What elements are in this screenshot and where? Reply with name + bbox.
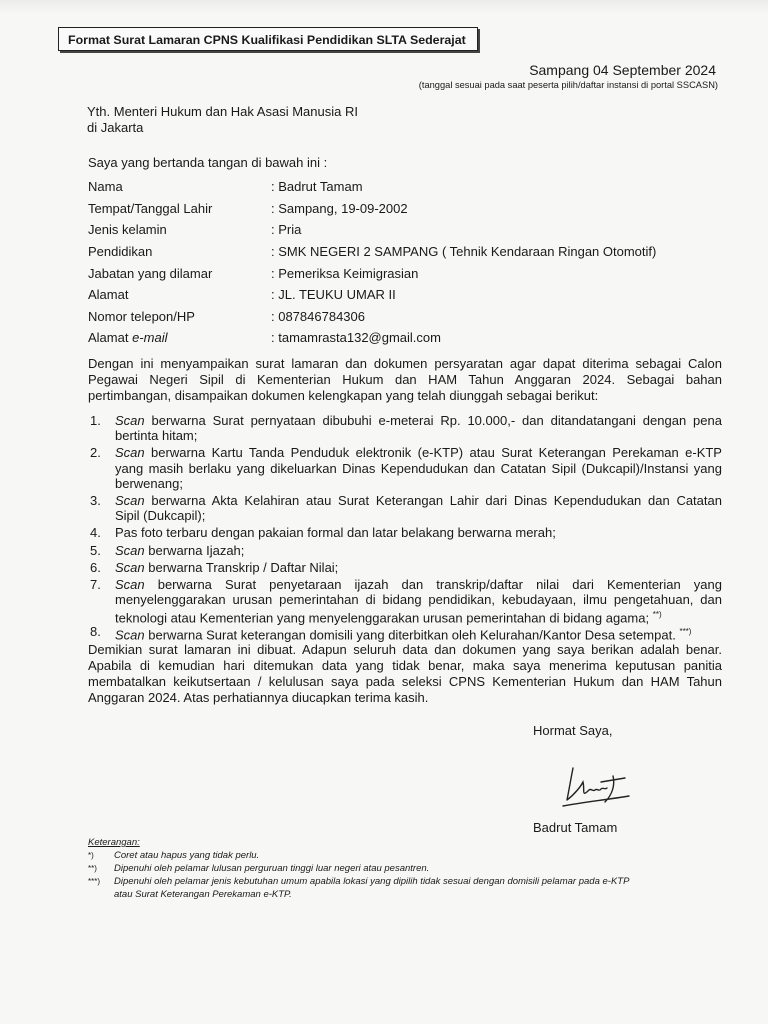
- note-text: Dipenuhi oleh pelamar jenis kebutuhan umum apabila lokasi yang dipilih tidak sesuai dengan domisili pelamar pada e-KTP: [114, 876, 630, 887]
- footnote-mark: **): [652, 610, 662, 620]
- list-number: 5.: [90, 542, 101, 558]
- list-item: [90, 543, 722, 560]
- list-item-text: menyelenggarakan urusan pemerintahan di bidang pendidikan, kebudayaan, ilmu pengetahuan, dan: [115, 592, 722, 608]
- field-label: Nomor telepon/HP: [88, 308, 195, 324]
- list-number: 4.: [90, 525, 101, 541]
- note-row: [88, 888, 629, 901]
- scan-word: Scan: [115, 413, 145, 428]
- note-text: Dipenuhi oleh pelamar lulusan perguruan tinggi luar negeri atau pesantren.: [114, 863, 430, 874]
- list-item-text: Ijazah;: [206, 542, 245, 558]
- field-label: Pendidikan: [88, 244, 153, 260]
- scan-word: Scan: [115, 576, 145, 592]
- list-item-text: teknologi atau Kementerian yang menyelenggarakan urusan pemerintahan di bidang agama;: [115, 610, 650, 626]
- applicant-fields: [88, 176, 656, 349]
- note-mark: *): [88, 851, 94, 860]
- field-value: : Pria: [271, 222, 302, 238]
- field-value: : Sampang, 19-09-2002: [271, 200, 408, 216]
- list-number: 3.: [90, 492, 101, 508]
- list-item-text: yang masih berlaku yang dikeluarkan Dinas Kependudukan dan Catatan Sipil (Dukcapil)/Instansi yang: [115, 460, 722, 476]
- scan-suffix: berwarna: [151, 492, 206, 508]
- recipient-line: Yth. Menteri Hukum dan Hak Asasi Manusia RI: [87, 104, 358, 119]
- list-item: [90, 525, 722, 542]
- field-label: [88, 330, 271, 345]
- field-label-prefix: Alamat: [88, 330, 133, 346]
- field-row: [88, 241, 656, 263]
- list-item-text: Surat pernyataan dibubuhi e-meterai Rp. 10.000,- dan ditandatangani dengan pena: [212, 413, 722, 428]
- list-item: [90, 445, 722, 493]
- note-mark: [88, 888, 114, 901]
- document-title: Format Surat Lamaran CPNS Kualifikasi Pendidikan SLTA Sederajat: [58, 27, 478, 51]
- list-item-line: [115, 624, 722, 643]
- list-number: 2.: [90, 445, 101, 461]
- list-item-line: [115, 476, 722, 491]
- list-item-line: [115, 428, 722, 443]
- scan-suffix: berwarna: [151, 413, 206, 428]
- list-item-text: berwenang;: [115, 475, 183, 491]
- list-item-line: [115, 445, 722, 460]
- list-item: [90, 577, 722, 625]
- list-item: [90, 413, 722, 445]
- list-item: [90, 560, 722, 577]
- note-row: [88, 862, 629, 875]
- note-mark: ***): [88, 877, 101, 886]
- closing-line: Apabila di kemudian hari ditemukan data yang tidak benar, maka saya menerima keputusan panitia: [88, 658, 722, 673]
- paragraph-line: Pegawai Negeri Sipil di Kementerian Hukum dan HAM Tahun Anggaran 2024. Sebagai bahan: [88, 372, 722, 387]
- field-label: Tempat/Tanggal Lahir: [88, 200, 213, 216]
- list-number: 8.: [90, 624, 101, 640]
- scan-suffix: berwarna: [151, 445, 206, 461]
- intro-text: Saya yang bertanda tangan di bawah ini :: [88, 155, 328, 170]
- field-value: : Pemeriksa Keimigrasian: [271, 265, 419, 281]
- field-value: : SMK NEGERI 2 SAMPANG ( Tehnik Kendaraan Ringan Otomotif): [271, 244, 657, 260]
- list-item-text: Sipil (Dukcapil);: [115, 508, 206, 524]
- field-row: [88, 219, 656, 241]
- list-item-line: [115, 592, 722, 607]
- list-item-line: [115, 508, 722, 523]
- signature-image: [555, 760, 635, 810]
- scan-word: Scan: [115, 542, 145, 558]
- closing-salutation: Hormat Saya,: [533, 723, 613, 738]
- signer-name: Badrut Tamam: [533, 820, 618, 835]
- list-item: [90, 624, 722, 641]
- recipient-block: [87, 104, 358, 136]
- body-paragraph: [88, 356, 722, 404]
- field-label: Alamat: [88, 287, 129, 303]
- field-row: [88, 176, 656, 198]
- scan-word: Scan: [115, 559, 145, 575]
- list-item-text: Pas foto terbaru dengan pakaian formal dan latar belakang berwarna merah;: [115, 525, 556, 541]
- field-row: [88, 262, 656, 284]
- note-text: atau Surat Keterangan Perekaman e-KTP.: [114, 889, 292, 900]
- field-row: [88, 284, 656, 306]
- list-item-line: [115, 461, 722, 476]
- list-item-line: [115, 560, 722, 575]
- footnote-mark: ***): [679, 627, 692, 637]
- scan-word: Scan: [115, 492, 145, 508]
- scan-word: Scan: [115, 627, 145, 643]
- field-label: Jabatan yang dilamar: [88, 265, 213, 281]
- paragraph-line: pertimbangan, disampaikan dokumen kelengkapan yang telah diunggah sebagai berikut:: [88, 388, 599, 403]
- scan-suffix: berwarna: [148, 627, 203, 643]
- field-row: [88, 306, 656, 328]
- notes-section: [88, 836, 629, 901]
- list-item: [90, 493, 722, 525]
- closing-line: Demikian surat lamaran ini dibuat. Adapun seluruh data dan dokumen yang saya berikan adalah benar.: [88, 642, 722, 657]
- closing-line: Anggaran 2024. Atas perhatiannya diucapkan terima kasih.: [88, 690, 429, 705]
- list-item-line: [115, 413, 722, 428]
- closing-line: membatalkan keikutsertaan / kelulusan saya pada seleksi CPNS Kementerian Hukum dan HAM Tahun: [88, 674, 722, 689]
- scan-suffix: berwarna: [157, 576, 212, 592]
- scan-suffix: berwarna: [148, 542, 203, 558]
- document-list: [90, 413, 722, 642]
- list-item-text: Surat penyetaraan ijazah dan transkrip/daftar nilai dari Kementerian yang: [225, 576, 722, 592]
- field-value: : JL. TEUKU UMAR II: [271, 287, 396, 303]
- note-text: Coret atau hapus yang tidak perlu.: [114, 850, 260, 861]
- paragraph-line: Dengan ini menyampaikan surat lamaran dan dokumen persyaratan agar dapat diterima sebagai Calon: [88, 356, 722, 371]
- note-mark: **): [88, 864, 97, 873]
- field-row: [88, 327, 656, 349]
- field-row: [88, 198, 656, 220]
- list-number: 1.: [90, 413, 101, 428]
- list-item-text: Transkrip / Daftar Nilai;: [205, 559, 339, 575]
- scan-suffix: berwarna: [148, 559, 203, 575]
- notes-heading: Keterangan:: [88, 837, 140, 848]
- list-item-line: [115, 577, 722, 592]
- closing-paragraph: [88, 642, 722, 706]
- date-note: (tanggal sesuai pada saat peserta pilih/daftar instansi di portal SSCASN): [418, 80, 718, 90]
- list-item-text: bertinta hitam;: [115, 428, 198, 444]
- field-label: Nama: [88, 179, 123, 195]
- list-item-line: [115, 543, 722, 558]
- list-item-line: [115, 525, 722, 540]
- note-row: [88, 849, 629, 862]
- field-label-italic: e-mail: [132, 330, 168, 346]
- list-item-text: Akta Kelahiran atau Surat Keterangan Lahir dari Dinas Kependudukan dan Catatan: [211, 492, 722, 508]
- list-item-line: [115, 607, 722, 626]
- note-row: [88, 875, 629, 888]
- field-value: : Badrut Tamam: [271, 179, 363, 195]
- list-number: 6.: [90, 559, 101, 575]
- list-item-text: Kartu Tanda Penduduk elektronik (e-KTP) atau Surat Keterangan Perekaman e-KTP: [211, 445, 722, 461]
- field-value: : 087846784306: [271, 308, 365, 324]
- scan-word: Scan: [115, 445, 145, 461]
- letter-date: Sampang 04 September 2024: [529, 62, 716, 78]
- list-item-text: Surat keterangan domisili yang diterbitkan oleh Kelurahan/Kantor Desa setempat.: [206, 627, 676, 643]
- list-number: 7.: [90, 576, 101, 592]
- field-value: : tamamrasta132@gmail.com: [271, 330, 441, 346]
- list-item-line: [115, 493, 722, 508]
- field-label: Jenis kelamin: [88, 222, 167, 238]
- recipient-location: di Jakarta: [87, 120, 144, 135]
